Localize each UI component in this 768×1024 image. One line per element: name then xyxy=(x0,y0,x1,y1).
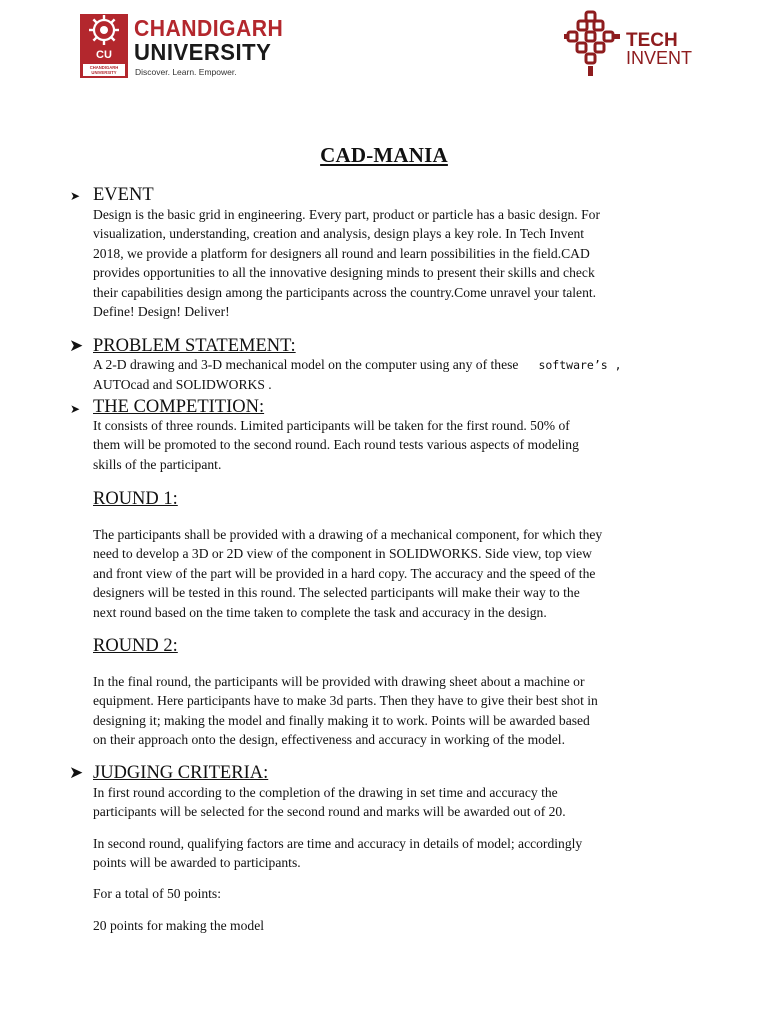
competition-paragraph: It consists of three rounds. Limited participants will be taken for the first round. 50% of them will be promoted to the second round. Each round tests various aspects of modeling skills of the participant. xyxy=(93,418,579,472)
tech-invent-wordmark-bottom: INVENT xyxy=(626,48,693,68)
cu-tagline: Discover. Learn. Empower. xyxy=(135,67,237,77)
cu-emblem-icon xyxy=(80,14,128,78)
judging-paragraph-3: For a total of 50 points: xyxy=(93,886,221,901)
tech-invent-wordmark-top: TECH xyxy=(626,30,678,51)
arrow-bullet-icon: ➤ xyxy=(69,336,84,355)
judging-criteria-heading: JUDGING CRITERIA: xyxy=(93,763,269,783)
judging-paragraph-4: 20 points for making the model xyxy=(93,918,265,933)
competition-heading: THE COMPETITION: xyxy=(93,397,265,417)
arrow-bullet-icon: ➤ xyxy=(70,402,81,416)
cu-emblem-subtext-2: UNIVERSITY xyxy=(91,70,117,75)
software-word: software’s , xyxy=(538,358,622,372)
cu-emblem-subtext-1: CHANDIGARH xyxy=(89,65,119,70)
judging-paragraph-1: In first round according to the completion of the drawing in set time and accuracy the participants will be selected for the second round and marks will be awarded out of 20. xyxy=(93,785,566,820)
cu-wordmark-bottom: UNIVERSITY xyxy=(134,39,272,65)
tech-invent-emblem-icon xyxy=(564,10,626,78)
round-2-paragraph: In the final round, the participants will be provided with drawing sheet about a machine or equipment. Here participants have to make 3d parts. Then they have to give their best shot in designing it; making the model and finally making it to work. Points will be awarded based on their approach onto the design, effectiveness and accuracy in working of the model. xyxy=(93,674,598,748)
tech-invent-logo xyxy=(564,10,704,78)
cu-emblem-text: CU xyxy=(96,49,112,61)
event-paragraph: Design is the basic grid in engineering. Every part, product or particle has a basic design. For visualization, understanding, creation and analysis, design plays a key role. In Tech Invent 2018, we provide a platform for designers all round and learn possibilities in the field.CAD provides opportunities to all the innovative designing minds to present their skills and check their capabilities design among the participants across the country.Come unravel your talent. Define! Design! Deliver! xyxy=(93,207,600,320)
round-1-paragraph: The participants shall be provided with a drawing of a mechanical component, for which they need to develop a 3D or 2D view of the component in SOLIDWORKS. Side view, top view and front view of the part will be provided in a hard copy. The accuracy and the speed of the designers will be tested in this round. The selected participants will make their way to the next round based on the time taken to complete the task and accuracy in the design. xyxy=(93,527,603,620)
problem-statement-text: A 2-D drawing and 3-D mechanical model on the computer using any of these xyxy=(93,357,519,372)
problem-statement-line-1 xyxy=(93,355,622,375)
arrow-bullet-icon: ➤ xyxy=(70,189,81,203)
judging-paragraph-2: In second round, qualifying factors are time and accuracy in details of model; accordingly points will be awarded to participants. xyxy=(93,836,583,871)
document-title: CAD-MANIA xyxy=(320,143,448,167)
cu-wordmark-top: CHANDIGARH xyxy=(134,15,284,41)
arrow-bullet-icon: ➤ xyxy=(69,763,84,782)
chandigarh-university-logo xyxy=(80,14,284,78)
round-1-heading: ROUND 1: xyxy=(93,489,178,509)
event-heading: EVENT xyxy=(93,185,154,205)
problem-statement-heading: PROBLEM STATEMENT: xyxy=(93,336,296,356)
problem-statement-line-2: AUTOcad and SOLIDWORKS . xyxy=(93,377,272,392)
round-2-heading: ROUND 2: xyxy=(93,636,178,656)
